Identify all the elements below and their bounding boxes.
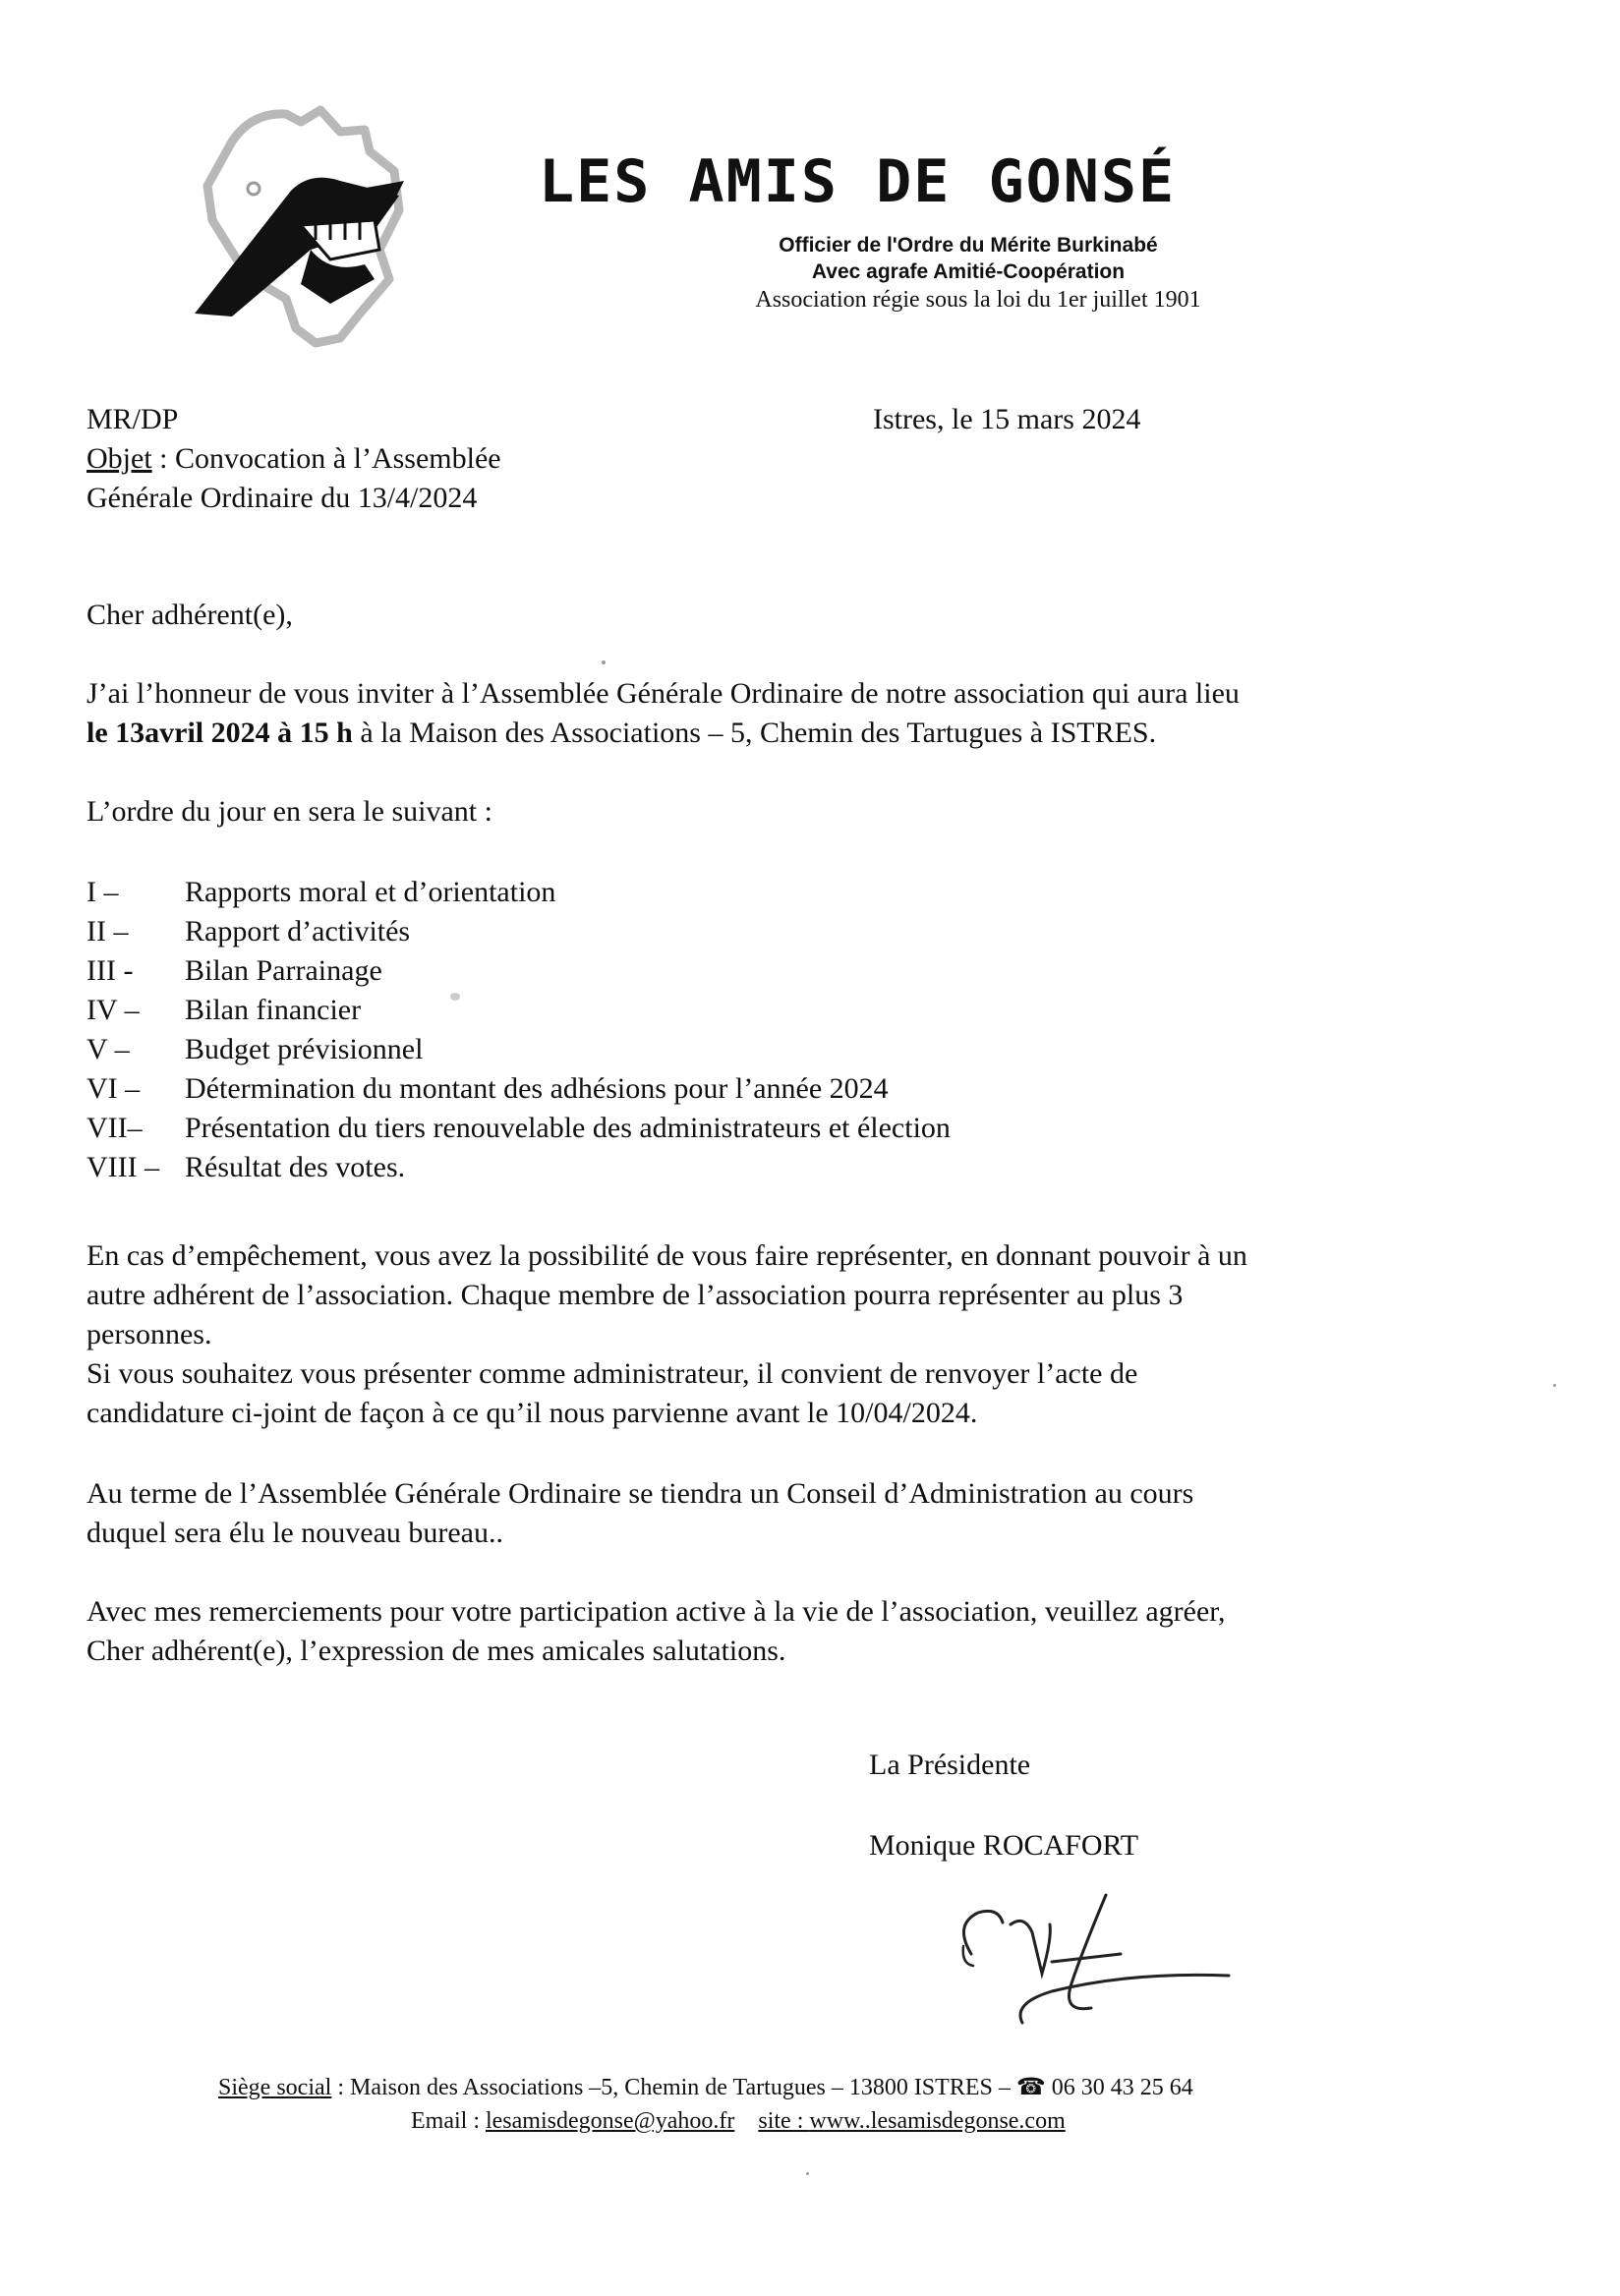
agenda-item-number: II –	[87, 915, 129, 947]
subject-label: Objet	[87, 442, 152, 475]
scan-speck	[450, 993, 460, 1001]
signatory-role: La Présidente	[869, 1749, 1031, 1781]
agenda-item-number: VII–	[87, 1112, 143, 1144]
site-label: site :	[758, 2108, 810, 2134]
signatory-name: Monique ROCAFORT	[869, 1829, 1139, 1862]
closing-line-2: Cher adhérent(e), l’expression de mes amicales salutations.	[87, 1635, 786, 1667]
agenda-item-text: Résultat des votes.	[185, 1151, 406, 1183]
agenda-item-text: Bilan Parrainage	[185, 954, 382, 987]
footer-contact	[411, 2104, 1066, 2138]
distinction-line-1: Officier de l'Ordre du Mérite Burkinabé	[779, 234, 1158, 257]
agenda-item-number: I –	[87, 876, 119, 908]
intro-line-1: J’ai l’honneur de vous inviter à l’Assemblée Générale Ordinaire de notre association qui aura lieu	[87, 677, 1240, 710]
scan-speck	[806, 2172, 809, 2175]
agenda-item-text: Budget prévisionnel	[185, 1033, 424, 1065]
council-line-1: Au terme de l’Assemblée Générale Ordinaire se tiendra un Conseil d’Administration au cours	[87, 1477, 1194, 1510]
telephone-icon: ☎	[1015, 2075, 1046, 2100]
scan-speck	[602, 660, 606, 664]
candidacy-line-2: candidature ci-joint de façon à ce qu’il nous parvienne avant le 10/04/2024.	[87, 1397, 978, 1429]
agenda-item-number: VI –	[87, 1072, 141, 1105]
agenda-item-number: V –	[87, 1033, 130, 1065]
signature-icon	[934, 1885, 1239, 2033]
reference: MR/DP	[87, 403, 179, 435]
agenda-item-text: Présentation du tiers renouvelable des administrateurs et élection	[185, 1112, 951, 1144]
meeting-location: à la Maison des Associations – 5, Chemin des Tartugues à ISTRES.	[352, 717, 1157, 749]
organization-title: LES AMIS DE GONSÉ	[539, 147, 1177, 216]
place-date: Istres, le 15 mars 2024	[873, 403, 1141, 435]
proxy-line-2: autre adhérent de l’association. Chaque membre de l’association pourra représenter au plus 3	[87, 1279, 1184, 1311]
proxy-line-3: personnes.	[87, 1318, 212, 1350]
footer-label: Siège social	[218, 2075, 332, 2100]
meeting-date-time: le 13avril 2024 à 15 h	[87, 717, 353, 749]
agenda-item-text: Rapport d’activités	[185, 915, 411, 947]
email-label: Email :	[411, 2108, 486, 2134]
council-line-2: duquel sera élu le nouveau bureau..	[87, 1517, 503, 1549]
agenda-item-number: VIII –	[87, 1151, 160, 1183]
intro-line-2	[87, 714, 1443, 753]
subject-text-1: : Convocation à l’Assemblée	[151, 442, 501, 475]
agenda-item-text: Bilan financier	[185, 994, 362, 1026]
email-link[interactable]: lesamisdegonse@yahoo.fr	[485, 2108, 735, 2134]
logo-icon	[193, 102, 419, 354]
candidacy-line-1: Si vous souhaitez vous présenter comme administrateur, il convient de renvoyer l’acte de	[87, 1357, 1138, 1390]
agenda-item-number: IV –	[87, 994, 140, 1026]
website-link[interactable]: www..lesamisdegonse.com	[809, 2108, 1066, 2134]
salutation: Cher adhérent(e),	[87, 599, 293, 631]
footer-address-text: : Maison des Associations –5, Chemin de Tartugues – 13800 ISTRES –	[331, 2075, 1016, 2100]
footer-phone: 06 30 43 25 64	[1051, 2075, 1193, 2100]
distinction-line-2: Avec agrafe Amitié-Coopération	[811, 260, 1126, 283]
scan-speck	[1553, 1384, 1556, 1387]
subject-line-1	[87, 439, 501, 479]
closing-line-1: Avec mes remerciements pour votre participation active à la vie de l’association, veuillez agréer,	[87, 1595, 1226, 1628]
agenda-item-number: III -	[87, 954, 134, 987]
agenda-intro: L’ordre du jour en sera le suivant :	[87, 795, 492, 828]
legal-status-line: Association régie sous la loi du 1er juillet 1901	[755, 287, 1201, 313]
handwritten-signature	[934, 1885, 1239, 2033]
agenda-item-text: Rapports moral et d’orientation	[185, 876, 556, 908]
footer-address	[218, 2071, 1193, 2104]
subject-line-2: Générale Ordinaire du 13/4/2024	[87, 482, 478, 514]
proxy-line-1: En cas d’empêchement, vous avez la possibilité de vous faire représenter, en donnant pouvoir à un	[87, 1239, 1247, 1272]
agenda-item-text: Détermination du montant des adhésions pour l’année 2024	[185, 1072, 889, 1105]
association-logo	[193, 102, 419, 354]
